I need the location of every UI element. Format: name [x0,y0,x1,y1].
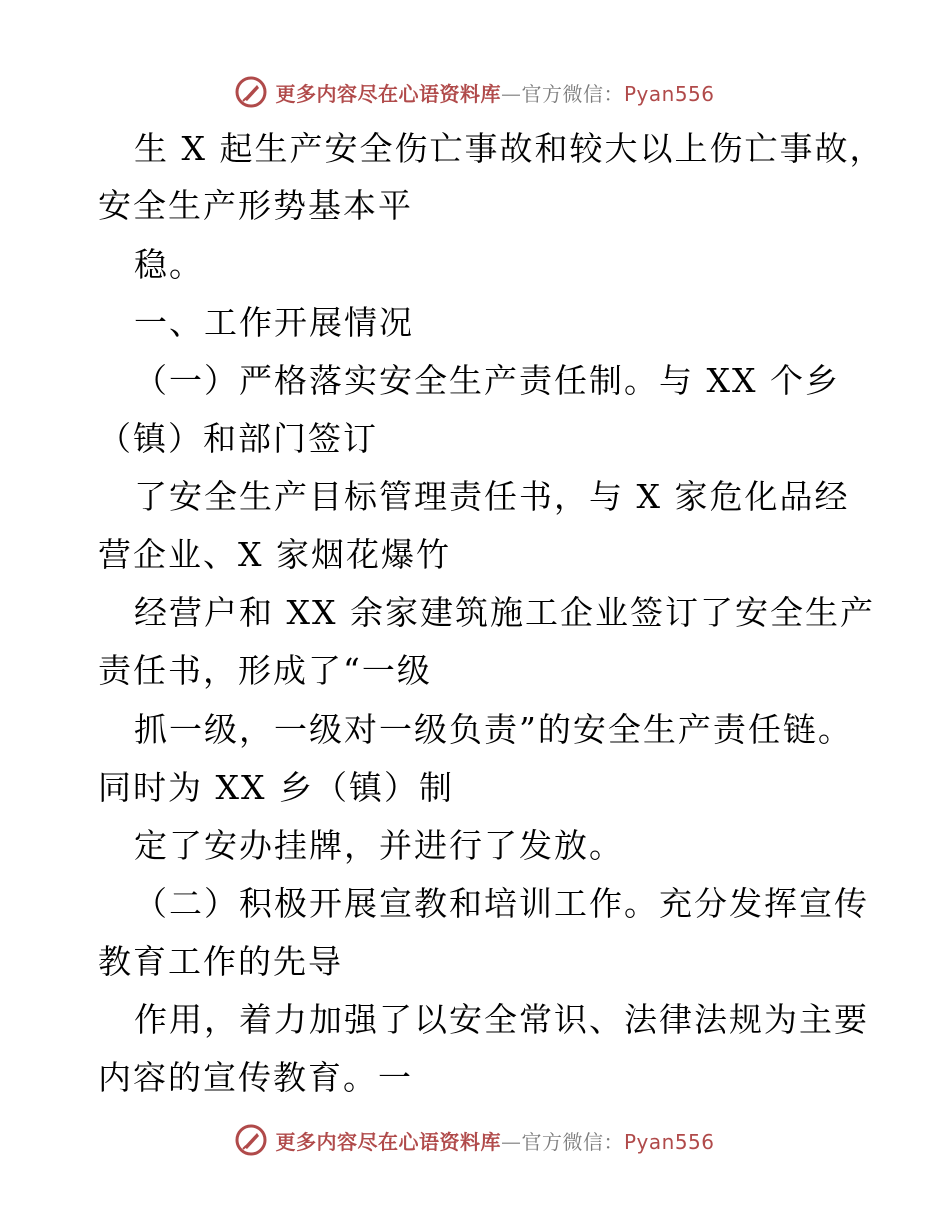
text-line: 教育工作的先导 [98,942,343,981]
banner-brand: 更多内容尽在心语资料库 [275,81,501,106]
text-line: 内容的宣传教育。一 [98,1058,413,1097]
text-line: 抓一级，一级对一级负责”的安全生产责任链。 [134,710,853,749]
text-line: 同时为 XX 乡（镇）制 [98,768,454,807]
text-line: 营企业、X 家烟花爆竹 [98,535,451,574]
banner-separator: — [500,1129,522,1154]
text-line: 安全生产形势基本平 [98,186,413,225]
text-line: 定了安办挂牌，并进行了发放。 [134,826,624,865]
text-line: （一）严格落实安全生产责任制。与 XX 个乡 [134,361,840,400]
text-line: 稳。 [134,245,204,284]
banner-wechat-label: 官方微信： [521,81,624,106]
text-line: 了安全生产目标管理责任书，与 X 家危化品经 [134,477,850,516]
text-line: 生 X 起生产安全伤亡事故和较大以上伤亡事故， [134,129,885,168]
text-line: 作用，着力加强了以安全常识、法律法规为主要 [134,1000,869,1039]
text-line: （二）积极开展宣教和培训工作。充分发挥宣传 [134,884,869,923]
banner-wechat-id: Pyan556 [623,1129,715,1154]
banner-brand: 更多内容尽在心语资料库 [275,1129,501,1154]
footer-watermark-banner [0,1120,950,1160]
text-line: 经营户和 XX 余家建筑施工企业签订了安全生产 [134,593,875,632]
banner-text [275,1126,714,1155]
text-line: （镇）和部门签订 [98,419,378,458]
feather-pen-logo-icon [235,1124,267,1156]
banner-separator: — [500,81,522,106]
text-line: 责任书，形成了“一级 [98,651,432,690]
section-heading: 一、工作开展情况 [134,303,414,342]
banner-wechat-id: Pyan556 [623,81,715,106]
banner-wechat-label: 官方微信： [521,1129,624,1154]
